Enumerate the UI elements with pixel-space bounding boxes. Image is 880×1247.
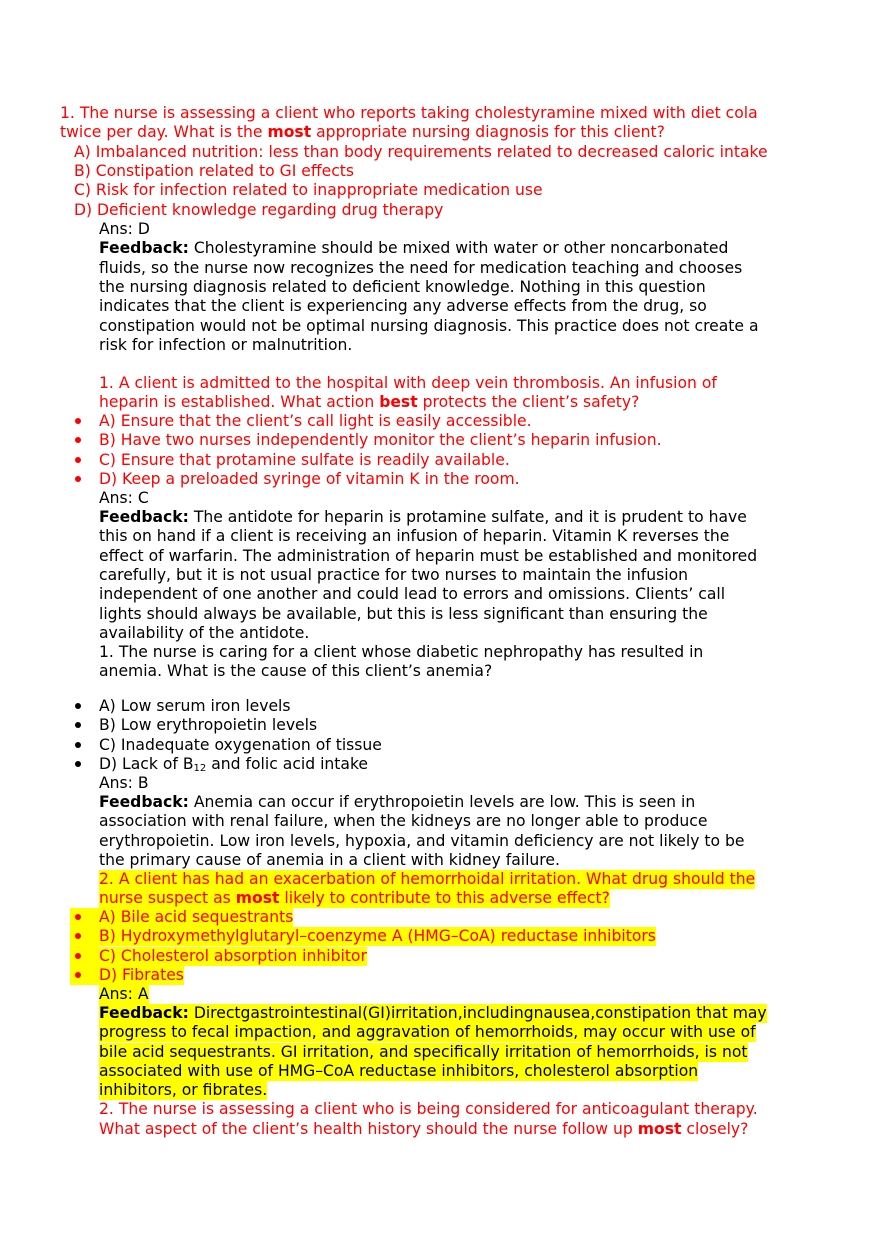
q2-feedback-line-3: effect of warfarin. The administration of heparin must be established and monitored bbox=[99, 547, 758, 565]
q3-option-b: B) Low erythropoietin levels bbox=[99, 716, 318, 734]
q2-feedback-line-5: independent of one another and could lead to errors and omissions. Clients’ call bbox=[99, 585, 726, 603]
q4-feedback-text: Directgastrointestinal(GI)irritation,includingnausea,constipation that may bbox=[188, 1004, 767, 1022]
q5-stem-text-a: What aspect of the client’s health history should the nurse follow up bbox=[99, 1120, 638, 1138]
q1-option-a: A) Imbalanced nutrition: less than body requirements related to decreased caloric intake bbox=[74, 143, 768, 161]
q2-feedback-line-2: this on hand if a client is receiving an infusion of heparin. Vitamin K reverses the bbox=[99, 527, 730, 545]
q3-option-d-text-a: D) Lack of B bbox=[99, 755, 194, 773]
q2-stem-text-a: heparin is established. What action bbox=[99, 393, 380, 411]
q4-feedback-line-1 bbox=[99, 1004, 767, 1023]
q2-stem-emphasis: best bbox=[379, 393, 418, 411]
q2-feedback-line-1 bbox=[99, 508, 747, 527]
q2-option-c: C) Ensure that protamine sulfate is readily available. bbox=[99, 451, 510, 469]
bullet-icon bbox=[75, 703, 81, 709]
q1-feedback-line-2: fluids, so the nurse now recognizes the need for medication teaching and chooses bbox=[99, 259, 743, 277]
q5-stem-text-b: closely? bbox=[681, 1120, 749, 1138]
q4-feedback-line-2: progress to fecal impaction, and aggravation of hemorrhoids, may occur with use of bbox=[99, 1023, 756, 1041]
q5-stem-emphasis: most bbox=[637, 1120, 682, 1138]
q4-feedback-line-3: bile acid sequestrants. GI irritation, and specifically irritation of hemorrhoids, is not bbox=[99, 1043, 748, 1061]
q4-option-d: D) Fibrates bbox=[99, 966, 184, 984]
q4-stem-line-2 bbox=[99, 889, 610, 908]
q1-feedback-line-5: constipation would not be optimal nursing diagnosis. This practice does not create a bbox=[99, 317, 759, 335]
q3-feedback-label: Feedback: bbox=[99, 793, 189, 811]
q2-answer: Ans: C bbox=[99, 489, 149, 507]
q1-feedback-line-3: the nursing diagnosis related to deficient knowledge. Nothing in this question bbox=[99, 278, 706, 296]
q1-stem-line-1: 1. The nurse is assessing a client who reports taking cholestyramine mixed with diet cola bbox=[60, 104, 758, 122]
q3-feedback-line-2: association with renal failure, when the kidneys are no longer able to produce bbox=[99, 812, 708, 830]
q4-stem-text-b: likely to contribute to this adverse effect? bbox=[279, 889, 610, 907]
q3-feedback-line-4: the primary cause of anemia in a client with kidney failure. bbox=[99, 851, 560, 869]
q4-option-c: C) Cholesterol absorption inhibitor bbox=[99, 947, 367, 965]
q3-option-c: C) Inadequate oxygenation of tissue bbox=[99, 736, 382, 754]
q1-feedback-line-4: indicates that the client is experiencing any adverse effects from the drug, so bbox=[99, 297, 707, 315]
bullet-icon bbox=[75, 953, 81, 959]
q1-stem-line-2 bbox=[60, 123, 665, 142]
q4-feedback-line-4: associated with use of HMG–CoA reductase inhibitors, cholesterol absorption bbox=[99, 1062, 699, 1080]
bullet-icon bbox=[75, 742, 81, 748]
q3-option-a: A) Low serum iron levels bbox=[99, 697, 291, 715]
q3-stem-line-1: 1. The nurse is caring for a client whose diabetic nephropathy has resulted in bbox=[99, 643, 704, 661]
q3-answer: Ans: B bbox=[99, 774, 149, 792]
q3-stem-line-2: anemia. What is the cause of this client’s anemia? bbox=[99, 662, 493, 680]
q1-feedback-line-1 bbox=[99, 239, 728, 258]
q1-option-b: B) Constipation related to GI effects bbox=[74, 162, 355, 180]
bullet-icon bbox=[75, 914, 81, 920]
q2-option-d: D) Keep a preloaded syringe of vitamin K in the room. bbox=[99, 470, 520, 488]
q2-stem-line-2 bbox=[99, 393, 639, 412]
q4-stem-emphasis: most bbox=[235, 889, 280, 907]
q1-feedback-label: Feedback: bbox=[99, 239, 189, 257]
bullet-icon bbox=[75, 418, 81, 424]
bullet-icon bbox=[75, 933, 81, 939]
bullet-icon bbox=[75, 476, 81, 482]
q1-feedback-text: Cholestyramine should be mixed with water or other noncarbonated bbox=[188, 239, 729, 257]
q1-option-d: D) Deficient knowledge regarding drug therapy bbox=[74, 201, 444, 219]
q4-feedback-line-5: inhibitors, or fibrates. bbox=[99, 1081, 268, 1099]
q3-feedback-text: Anemia can occur if erythropoietin levels are low. This is seen in bbox=[188, 793, 696, 811]
bullet-icon bbox=[75, 722, 81, 728]
bullet-icon bbox=[75, 761, 81, 767]
q2-feedback-line-4: carefully, but it is not usual practice for two nurses to maintain the infusion bbox=[99, 566, 689, 584]
bullet-icon bbox=[75, 972, 81, 978]
q1-stem-text-a: twice per day. What is the bbox=[60, 123, 268, 141]
q4-feedback-label: Feedback: bbox=[99, 1004, 189, 1022]
q2-feedback-line-7: availability of the antidote. bbox=[99, 624, 310, 642]
q1-answer: Ans: D bbox=[99, 220, 150, 238]
bullet-icon bbox=[75, 437, 81, 443]
q3-option-d bbox=[99, 755, 368, 774]
q5-stem-line-2 bbox=[99, 1120, 748, 1139]
q2-option-a: A) Ensure that the client’s call light is easily accessible. bbox=[99, 412, 532, 430]
q4-answer: Ans: A bbox=[99, 985, 149, 1003]
q2-feedback-text: The antidote for heparin is protamine sulfate, and it is prudent to have bbox=[188, 508, 747, 526]
q3-option-d-text-b: and folic acid intake bbox=[206, 755, 369, 773]
q2-feedback-label: Feedback: bbox=[99, 508, 189, 526]
q2-stem-line-1: 1. A client is admitted to the hospital with deep vein thrombosis. An infusion of bbox=[99, 374, 717, 392]
bullet-icon bbox=[75, 457, 81, 463]
q2-feedback-line-6: lights should always be available, but this is less significant than ensuring the bbox=[99, 605, 708, 623]
q2-stem-text-b: protects the client’s safety? bbox=[417, 393, 640, 411]
q3-feedback-line-3: erythropoietin. Low iron levels, hypoxia, and vitamin deficiency are not likely to be bbox=[99, 832, 745, 850]
q5-stem-line-1: 2. The nurse is assessing a client who is being considered for anticoagulant therapy. bbox=[99, 1100, 758, 1118]
q3-feedback-line-1 bbox=[99, 793, 695, 812]
q3-option-d-subscript: 12 bbox=[193, 763, 207, 774]
q4-option-a: A) Bile acid sequestrants bbox=[99, 908, 294, 926]
q4-stem-line-1: 2. A client has had an exacerbation of hemorrhoidal irritation. What drug should the bbox=[99, 870, 756, 888]
q1-option-c: C) Risk for infection related to inappropriate medication use bbox=[74, 181, 543, 199]
q4-stem-text-a: nurse suspect as bbox=[99, 889, 236, 907]
q2-option-b: B) Have two nurses independently monitor the client’s heparin infusion. bbox=[99, 431, 662, 449]
q4-option-b: B) Hydroxymethylglutaryl–coenzyme A (HMG–CoA) reductase inhibitors bbox=[99, 927, 656, 945]
q1-feedback-line-6: risk for infection or malnutrition. bbox=[99, 336, 353, 354]
q1-stem-emphasis: most bbox=[267, 123, 312, 141]
q1-stem-text-b: appropriate nursing diagnosis for this client? bbox=[311, 123, 665, 141]
